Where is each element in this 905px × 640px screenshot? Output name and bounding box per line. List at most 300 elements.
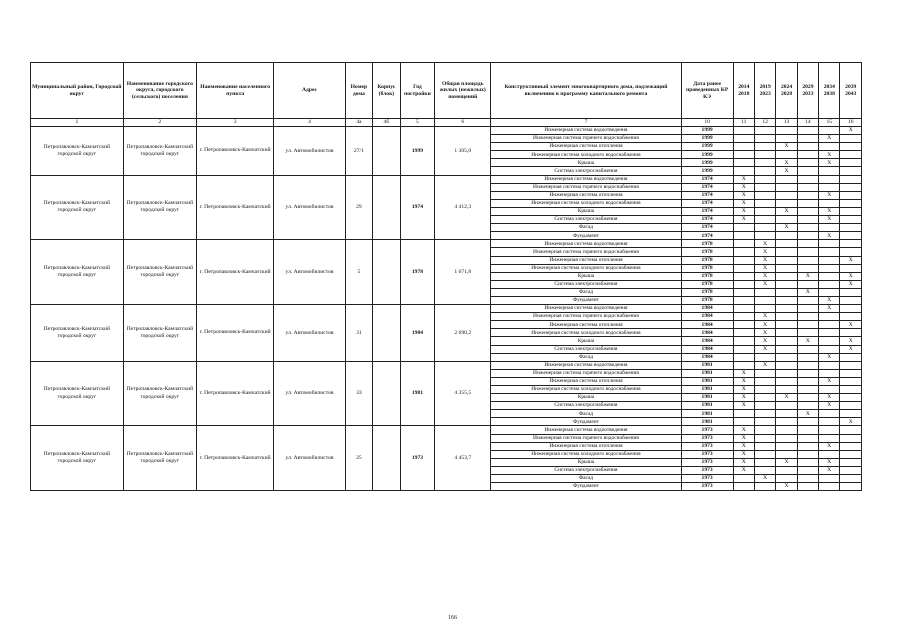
period-mark-cell [776, 442, 797, 450]
prior-repair-date-cell: 1999 [681, 135, 733, 143]
period-mark-cell [797, 313, 818, 321]
period-mark-cell: Х [819, 191, 840, 199]
period-mark-cell [819, 143, 840, 151]
period-mark-cell: Х [733, 402, 754, 410]
period-mark-cell: Х [754, 264, 775, 272]
prior-repair-date-cell: 1973 [681, 434, 733, 442]
period-mark-cell [819, 313, 840, 321]
period-mark-cell: Х [776, 483, 797, 491]
period-mark-cell [797, 232, 818, 240]
element-cell: Система электроснабжения [491, 466, 681, 474]
period-mark-cell [754, 353, 775, 361]
period-mark-cell [754, 466, 775, 474]
element-cell: Крыша [491, 207, 681, 215]
period-mark-cell: Х [754, 248, 775, 256]
period-mark-cell [754, 167, 775, 175]
column-number: 5 [400, 119, 435, 127]
period-mark-cell [819, 410, 840, 418]
period-mark-cell: Х [776, 167, 797, 175]
period-mark-cell [776, 135, 797, 143]
element-cell: Система электроснабжения [491, 345, 681, 353]
period-mark-cell [776, 296, 797, 304]
prior-repair-date-cell: 1981 [681, 377, 733, 385]
column-number: 14 [797, 119, 818, 127]
period-mark-cell: Х [819, 151, 840, 159]
period-mark-cell [733, 272, 754, 280]
header-cell: Наименование городского округа, городского (сельского) поселения [123, 63, 196, 119]
period-mark-cell [797, 418, 818, 426]
period-mark-cell [776, 361, 797, 369]
period-mark-cell [819, 224, 840, 232]
period-mark-cell [733, 345, 754, 353]
period-mark-cell: Х [819, 353, 840, 361]
period-mark-cell [733, 127, 754, 135]
period-mark-cell: Х [840, 280, 862, 288]
element-cell: Инженерная система холодного водоснабжения [491, 329, 681, 337]
period-mark-cell [797, 207, 818, 215]
period-mark-cell [840, 305, 862, 313]
element-cell: Крыша [491, 458, 681, 466]
period-mark-cell [754, 426, 775, 434]
period-mark-cell [776, 288, 797, 296]
district-cell: Петропавловск-Камчатский городской округ [31, 305, 124, 362]
period-mark-cell [733, 151, 754, 159]
period-mark-cell [754, 410, 775, 418]
header-cell: Адрес [274, 63, 345, 119]
prior-repair-date-cell: 1978 [681, 256, 733, 264]
period-mark-cell [840, 143, 862, 151]
header-cell: Дата ранее проведенных КР КЭ [681, 63, 733, 119]
period-mark-cell: Х [819, 159, 840, 167]
period-mark-cell [819, 256, 840, 264]
element-cell: Фасад [491, 475, 681, 483]
period-mark-cell [840, 402, 862, 410]
locality-cell: г. Петропавловск-Камчатский [196, 305, 273, 362]
period-mark-cell [840, 369, 862, 377]
period-mark-cell [733, 313, 754, 321]
period-mark-cell: Х [776, 143, 797, 151]
period-mark-cell [776, 183, 797, 191]
period-mark-cell [776, 305, 797, 313]
period-mark-cell [797, 483, 818, 491]
prior-repair-date-cell: 1981 [681, 410, 733, 418]
address-cell: ул. Автомобилистов [274, 127, 345, 176]
settlement-cell: Петропавловск-Камчатский городской округ [123, 305, 196, 362]
period-mark-cell [797, 394, 818, 402]
element-cell: Инженерная система водоотведения [491, 127, 681, 135]
block-cell [373, 240, 400, 305]
period-mark-cell [754, 143, 775, 151]
period-mark-cell: Х [733, 434, 754, 442]
period-mark-cell [797, 402, 818, 410]
year-cell: 1984 [400, 305, 435, 362]
house-number-cell: 33 [345, 361, 372, 426]
period-mark-cell [840, 232, 862, 240]
period-mark-cell [754, 394, 775, 402]
period-mark-cell [776, 466, 797, 474]
period-mark-cell [819, 248, 840, 256]
header-cell: Наименование населенного пункта [196, 63, 273, 119]
period-mark-cell [776, 402, 797, 410]
period-mark-cell [819, 475, 840, 483]
element-cell: Инженерная система водоотведения [491, 426, 681, 434]
period-mark-cell [797, 143, 818, 151]
block-cell [373, 305, 400, 362]
area-cell: 1 671,8 [435, 240, 491, 305]
period-mark-cell [754, 442, 775, 450]
period-mark-cell [797, 159, 818, 167]
element-cell: Система электроснабжения [491, 402, 681, 410]
element-cell: Фундамент [491, 483, 681, 491]
period-mark-cell [754, 377, 775, 385]
period-mark-cell [776, 313, 797, 321]
period-mark-cell [797, 224, 818, 232]
period-mark-cell [754, 369, 775, 377]
period-mark-cell [776, 127, 797, 135]
element-cell: Инженерная система водоотведения [491, 305, 681, 313]
period-mark-cell: Х [819, 466, 840, 474]
element-cell: Инженерная система отопления [491, 442, 681, 450]
year-cell: 1981 [400, 361, 435, 426]
period-mark-cell [733, 337, 754, 345]
column-number: 4а [345, 119, 372, 127]
period-mark-cell [754, 450, 775, 458]
column-number: 1 [31, 119, 124, 127]
period-mark-cell [754, 402, 775, 410]
settlement-cell: Петропавловск-Камчатский городской округ [123, 240, 196, 305]
period-mark-cell: Х [797, 410, 818, 418]
element-cell: Инженерная система холодного водоснабжения [491, 450, 681, 458]
element-cell: Инженерная система отопления [491, 191, 681, 199]
period-mark-cell: Х [819, 207, 840, 215]
period-mark-cell [819, 175, 840, 183]
period-mark-cell [733, 143, 754, 151]
prior-repair-date-cell: 1978 [681, 296, 733, 304]
period-mark-cell [754, 183, 775, 191]
period-mark-cell: Х [733, 386, 754, 394]
period-mark-cell [776, 256, 797, 264]
element-cell: Фундамент [491, 418, 681, 426]
prior-repair-date-cell: 1981 [681, 386, 733, 394]
column-number: 15 [819, 119, 840, 127]
column-number: 10 [681, 119, 733, 127]
period-mark-cell [797, 458, 818, 466]
period-mark-cell [776, 216, 797, 224]
period-mark-cell: Х [776, 458, 797, 466]
year-cell: 1973 [400, 426, 435, 491]
element-cell: Инженерная система холодного водоснабжения [491, 264, 681, 272]
header-cell: 2019 2023 [754, 63, 775, 119]
area-cell: 2 690,2 [435, 305, 491, 362]
header-cell: 2039 2043 [840, 63, 862, 119]
period-mark-cell [840, 296, 862, 304]
period-mark-cell [733, 475, 754, 483]
element-cell: Фасад [491, 224, 681, 232]
district-cell: Петропавловск-Камчатский городской округ [31, 175, 124, 240]
column-number: 6 [435, 119, 491, 127]
element-cell: Инженерная система водоотведения [491, 175, 681, 183]
period-mark-cell [797, 434, 818, 442]
period-mark-cell [754, 127, 775, 135]
settlement-cell: Петропавловск-Камчатский городской округ [123, 361, 196, 426]
period-mark-cell [840, 191, 862, 199]
period-mark-cell [754, 159, 775, 167]
house-number-cell: 27/1 [345, 127, 372, 176]
period-mark-cell: Х [754, 345, 775, 353]
element-cell: Инженерная система горячего водоснабжения [491, 183, 681, 191]
element-cell: Инженерная система отопления [491, 321, 681, 329]
period-mark-cell [754, 232, 775, 240]
period-mark-cell: Х [840, 256, 862, 264]
period-mark-cell [797, 264, 818, 272]
prior-repair-date-cell: 1978 [681, 272, 733, 280]
period-mark-cell [733, 353, 754, 361]
period-mark-cell [733, 483, 754, 491]
period-mark-cell [797, 256, 818, 264]
period-mark-cell [819, 127, 840, 135]
period-mark-cell [776, 151, 797, 159]
period-mark-cell [840, 394, 862, 402]
table-row [31, 127, 862, 135]
period-mark-cell [754, 175, 775, 183]
period-mark-cell [733, 329, 754, 337]
period-mark-cell: Х [819, 442, 840, 450]
house-number-cell: 5 [345, 240, 372, 305]
period-mark-cell [840, 450, 862, 458]
element-cell: Фасад [491, 353, 681, 361]
period-mark-cell: Х [733, 191, 754, 199]
table-row [31, 240, 862, 248]
period-mark-cell [776, 191, 797, 199]
period-mark-cell [797, 466, 818, 474]
element-cell: Крыша [491, 394, 681, 402]
period-mark-cell [819, 434, 840, 442]
header-row [31, 63, 862, 119]
period-mark-cell [819, 264, 840, 272]
period-mark-cell [819, 240, 840, 248]
period-mark-cell: Х [754, 475, 775, 483]
settlement-cell: Петропавловск-Камчатский городской округ [123, 175, 196, 240]
element-cell: Инженерная система водоотведения [491, 240, 681, 248]
period-mark-cell [797, 191, 818, 199]
period-mark-cell [733, 248, 754, 256]
prior-repair-date-cell: 1974 [681, 183, 733, 191]
period-mark-cell [733, 167, 754, 175]
prior-repair-date-cell: 1974 [681, 199, 733, 207]
period-mark-cell: Х [733, 216, 754, 224]
period-mark-cell [797, 369, 818, 377]
prior-repair-date-cell: 1981 [681, 361, 733, 369]
house-number-cell: 31 [345, 305, 372, 362]
period-mark-cell: Х [754, 329, 775, 337]
period-mark-cell [733, 321, 754, 329]
period-mark-cell [733, 135, 754, 143]
element-cell: Инженерная система холодного водоснабжения [491, 386, 681, 394]
period-mark-cell [776, 337, 797, 345]
prior-repair-date-cell: 1973 [681, 442, 733, 450]
district-cell: Петропавловск-Камчатский городской округ [31, 361, 124, 426]
period-mark-cell: Х [819, 458, 840, 466]
prior-repair-date-cell: 1974 [681, 175, 733, 183]
period-mark-cell [797, 296, 818, 304]
period-mark-cell [840, 466, 862, 474]
prior-repair-date-cell: 1984 [681, 313, 733, 321]
period-mark-cell [754, 207, 775, 215]
period-mark-cell [754, 216, 775, 224]
prior-repair-date-cell: 1973 [681, 483, 733, 491]
period-mark-cell [797, 151, 818, 159]
period-mark-cell: Х [754, 361, 775, 369]
element-cell: Инженерная система водоотведения [491, 361, 681, 369]
period-mark-cell [776, 353, 797, 361]
period-mark-cell [776, 240, 797, 248]
period-mark-cell: Х [754, 313, 775, 321]
block-cell [373, 127, 400, 176]
period-mark-cell [797, 280, 818, 288]
prior-repair-date-cell: 1999 [681, 151, 733, 159]
district-cell: Петропавловск-Камчатский городской округ [31, 426, 124, 491]
period-mark-cell [797, 426, 818, 434]
column-number: 7 [491, 119, 681, 127]
period-mark-cell [733, 361, 754, 369]
period-mark-cell: Х [840, 337, 862, 345]
period-mark-cell [840, 248, 862, 256]
period-mark-cell [754, 199, 775, 207]
prior-repair-date-cell: 1999 [681, 143, 733, 151]
period-mark-cell [754, 305, 775, 313]
period-mark-cell [754, 296, 775, 304]
header-cell: Общая площадь жилых (нежилых) помещений [435, 63, 491, 119]
prior-repair-date-cell: 1974 [681, 216, 733, 224]
prior-repair-date-cell: 1978 [681, 280, 733, 288]
settlement-cell: Петропавловск-Камчатский городской округ [123, 426, 196, 491]
column-number-row [31, 119, 862, 127]
period-mark-cell: Х [733, 377, 754, 385]
element-cell: Система электроснабжения [491, 280, 681, 288]
period-mark-cell: Х [840, 418, 862, 426]
period-mark-cell: Х [797, 288, 818, 296]
header-cell: 2024 2028 [776, 63, 797, 119]
period-mark-cell [776, 418, 797, 426]
period-mark-cell: Х [819, 377, 840, 385]
header-cell: 2034 2038 [819, 63, 840, 119]
area-cell: 4 453,7 [435, 426, 491, 491]
block-cell [373, 426, 400, 491]
period-mark-cell [733, 159, 754, 167]
period-mark-cell: Х [733, 199, 754, 207]
block-cell [373, 361, 400, 426]
period-mark-cell [797, 386, 818, 394]
period-mark-cell [733, 418, 754, 426]
column-number: 2 [123, 119, 196, 127]
prior-repair-date-cell: 1981 [681, 402, 733, 410]
prior-repair-date-cell: 1974 [681, 207, 733, 215]
period-mark-cell [797, 377, 818, 385]
period-mark-cell [797, 361, 818, 369]
prior-repair-date-cell: 1974 [681, 191, 733, 199]
period-mark-cell [797, 353, 818, 361]
period-mark-cell [733, 296, 754, 304]
prior-repair-date-cell: 1978 [681, 288, 733, 296]
column-number: 12 [754, 119, 775, 127]
period-mark-cell [776, 199, 797, 207]
period-mark-cell [754, 386, 775, 394]
period-mark-cell: Х [840, 321, 862, 329]
period-mark-cell: Х [776, 224, 797, 232]
prior-repair-date-cell: 1973 [681, 458, 733, 466]
prior-repair-date-cell: 1973 [681, 450, 733, 458]
header-cell: Муниципальный район, Городской округ [31, 63, 124, 119]
area-cell: 1 305,0 [435, 127, 491, 176]
period-mark-cell [840, 216, 862, 224]
period-mark-cell [733, 410, 754, 418]
period-mark-cell [840, 135, 862, 143]
period-mark-cell: Х [733, 207, 754, 215]
period-mark-cell [776, 434, 797, 442]
period-mark-cell [840, 240, 862, 248]
period-mark-cell: Х [776, 207, 797, 215]
period-mark-cell [733, 288, 754, 296]
table-row [31, 175, 862, 183]
element-cell: Фасад [491, 288, 681, 296]
period-mark-cell [840, 159, 862, 167]
period-mark-cell [733, 280, 754, 288]
year-cell: 1999 [400, 127, 435, 176]
column-number: 11 [733, 119, 754, 127]
header-cell: Номер дома [345, 63, 372, 119]
period-mark-cell: Х [819, 296, 840, 304]
prior-repair-date-cell: 1981 [681, 394, 733, 402]
period-mark-cell [797, 135, 818, 143]
period-mark-cell: Х [733, 394, 754, 402]
element-cell: Крыша [491, 159, 681, 167]
period-mark-cell [840, 151, 862, 159]
period-mark-cell [733, 232, 754, 240]
period-mark-cell [840, 410, 862, 418]
period-mark-cell [776, 410, 797, 418]
locality-cell: г. Петропавловск-Камчатский [196, 240, 273, 305]
element-cell: Крыша [491, 272, 681, 280]
address-cell: ул. Автомобилистов [274, 175, 345, 240]
element-cell: Фундамент [491, 296, 681, 304]
period-mark-cell [797, 442, 818, 450]
period-mark-cell [754, 191, 775, 199]
period-mark-cell [776, 175, 797, 183]
period-mark-cell [840, 175, 862, 183]
period-mark-cell: Х [733, 466, 754, 474]
address-cell: ул. Автомобилистов [274, 426, 345, 491]
period-mark-cell [819, 418, 840, 426]
period-mark-cell: Х [819, 402, 840, 410]
header-cell: Корпус (блок) [373, 63, 400, 119]
element-cell: Инженерная система холодного водоснабжения [491, 199, 681, 207]
column-number: 16 [840, 119, 862, 127]
prior-repair-date-cell: 1984 [681, 345, 733, 353]
element-cell: Крыша [491, 337, 681, 345]
period-mark-cell [819, 426, 840, 434]
district-cell: Петропавловск-Камчатский городской округ [31, 240, 124, 305]
element-cell: Инженерная система горячего водоснабжения [491, 434, 681, 442]
period-mark-cell [797, 183, 818, 191]
period-mark-cell: Х [733, 426, 754, 434]
prior-repair-date-cell: 1984 [681, 305, 733, 313]
period-mark-cell [754, 288, 775, 296]
period-mark-cell [819, 450, 840, 458]
period-mark-cell [733, 240, 754, 248]
prior-repair-date-cell: 1981 [681, 369, 733, 377]
element-cell: Система электроснабжения [491, 167, 681, 175]
period-mark-cell [840, 377, 862, 385]
